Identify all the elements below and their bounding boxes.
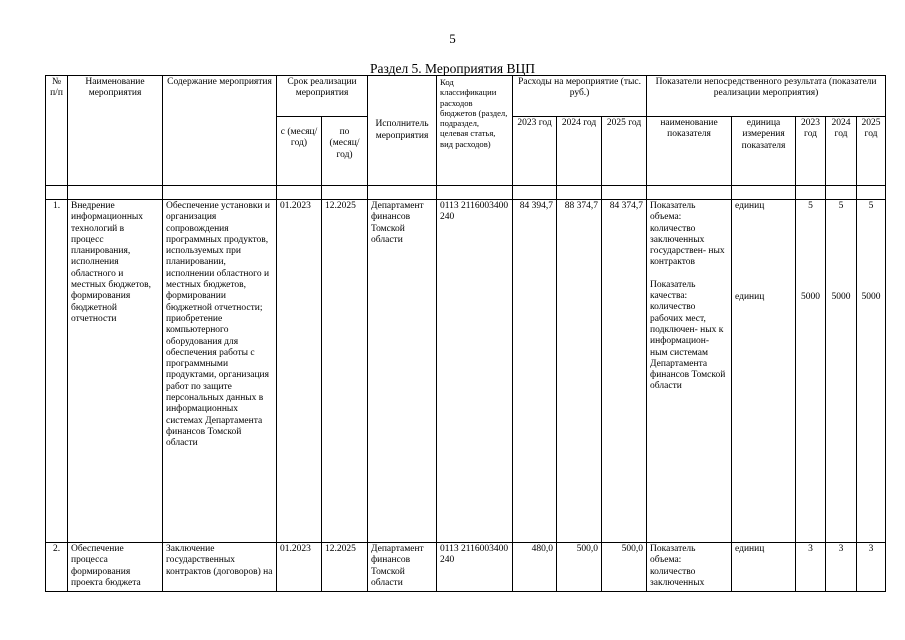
indicator-unit: единиц (735, 201, 765, 211)
header-code: Код классификации расходов бюджетов (раздел, подраздел, целевая статья, вид расходов) (437, 76, 513, 186)
row-exp-2023: 84 394,7 (513, 200, 557, 543)
row-name: Внедрение информационных технологий в процесс планирования, исполнения областного и местных бюджетов, формирования бюджетной отчетности (68, 200, 163, 543)
indicator-unit: единиц (735, 292, 765, 303)
indicator-value: 5000 (831, 292, 851, 303)
row-num: 2. (46, 543, 68, 592)
row-code: 0113 2116003400 240 (437, 200, 513, 543)
table-row (46, 543, 886, 592)
header-indicators: Показатели непосредственного результата (показатели реализации мероприятия) (647, 76, 886, 117)
row-executor: Департамент финансов Томской области (368, 200, 437, 543)
row-ind-2025 (857, 200, 886, 543)
indicator-name: Показатель качества: количество рабочих мест, подключен- ных к информацион- ным системам Департамента финансов Томской области (650, 279, 726, 392)
header-ind-unit: единица измерения показателя (732, 117, 796, 186)
row-ind-2025: 3 (857, 543, 886, 592)
row-name: Обеспечение процесса формирования проекта бюджета (68, 543, 163, 592)
indicator-name: Показатель объема: количество заключенных государствен- ных контрактов (650, 201, 725, 268)
header-ind-2023: 2023 год (796, 117, 826, 186)
indicator-value: 5 (838, 201, 844, 211)
row-ind-2024: 3 (826, 543, 857, 592)
indicator-value: 5 (808, 201, 813, 211)
row-indicators (647, 200, 732, 543)
header-name: Наименование мероприятия (68, 76, 163, 186)
table-row (46, 200, 886, 543)
header-executor: Исполнитель мероприятия (368, 76, 437, 186)
row-from: 01.2023 (277, 543, 322, 592)
row-indicators: Показатель объема: количество заключенных (647, 543, 732, 592)
header-expenses: Расходы на мероприятие (тыс. руб.) (513, 76, 647, 117)
indicator-value: 5000 (801, 292, 821, 303)
row-units: единиц (732, 543, 796, 592)
row-exp-2023: 480,0 (513, 543, 557, 592)
row-ind-2023 (796, 200, 826, 543)
row-units (732, 200, 796, 543)
row-from: 01.2023 (277, 200, 322, 543)
row-content: Обеспечение установки и организация сопровождения программных продуктов, используемых при планировании, исполнении областного и местных бюджетов, формировании бюджетной отчетности; приобретение компьютерного оборудования для обеспечения работы с программными продуктами, организация работ по защите персональных данных в информационных системах Департамента финансов Томской области (163, 200, 277, 543)
row-to: 12.2025 (322, 543, 368, 592)
row-num: 1. (46, 200, 68, 543)
row-content: Заключение государственных контрактов (договоров) на (163, 543, 277, 592)
row-ind-2023: 3 (796, 543, 826, 592)
header-num: № п/п (46, 76, 68, 186)
header-period: Срок реализации мероприятия (277, 76, 368, 117)
page-number: 5 (449, 31, 456, 46)
row-exp-2024: 88 374,7 (557, 200, 602, 543)
indicator-value: 5 (868, 201, 874, 211)
header-ind-2024: 2024 год (826, 117, 857, 186)
header-content: Содержание мероприятия (163, 76, 277, 186)
header-period-from: с (месяц/ год) (277, 117, 322, 186)
row-ind-2024 (826, 200, 857, 543)
header-exp-2024: 2024 год (557, 117, 602, 186)
row-exp-2025: 500,0 (602, 543, 647, 592)
indicator-value: 5000 (861, 292, 881, 303)
row-exp-2024: 500,0 (557, 543, 602, 592)
section-title: Раздел 5. Мероприятия ВЦП (370, 61, 535, 76)
activities-table (45, 75, 886, 592)
row-exp-2025: 84 374,7 (602, 200, 647, 543)
header-exp-2023: 2023 год (513, 117, 557, 186)
header-period-to: по (месяц/ год) (322, 117, 368, 186)
header-ind-name: наименование показателя (647, 117, 732, 186)
row-code: 0113 2116003400 240 (437, 543, 513, 592)
header-ind-2025: 2025 год (857, 117, 886, 186)
header-exp-2025: 2025 год (602, 117, 647, 186)
row-to: 12.2025 (322, 200, 368, 543)
row-executor: Департамент финансов Томской области (368, 543, 437, 592)
